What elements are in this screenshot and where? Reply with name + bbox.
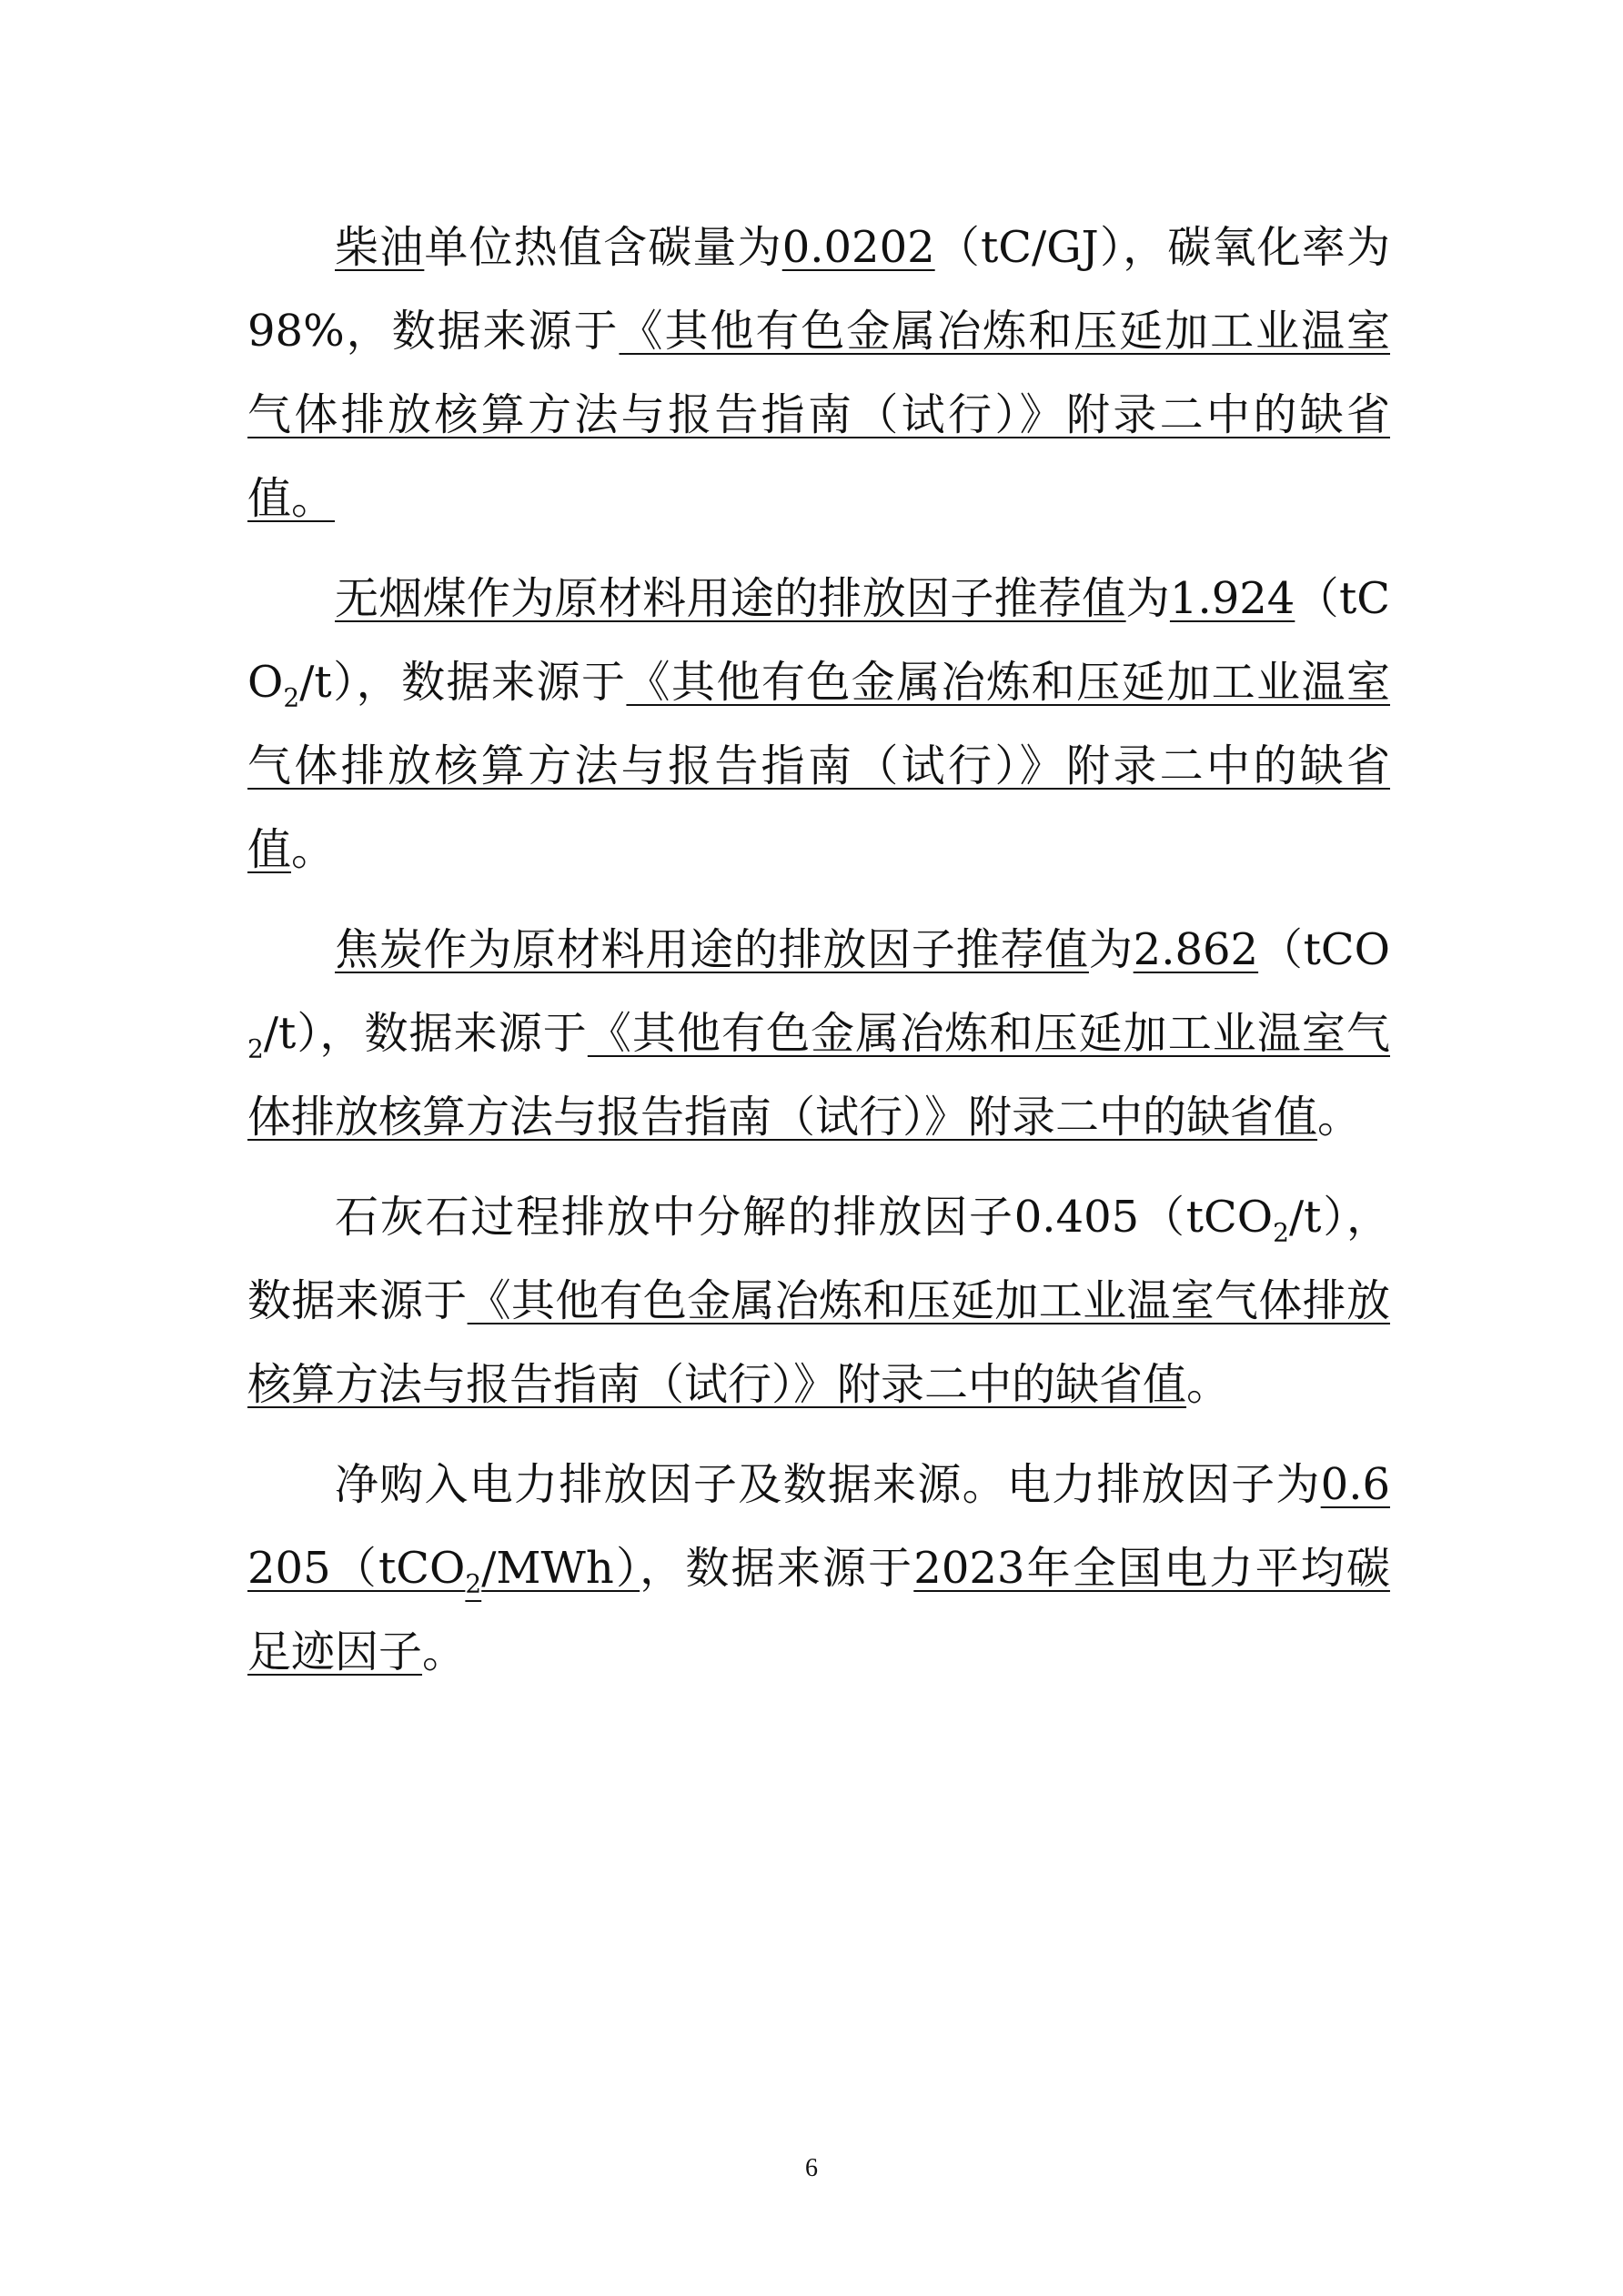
text-segment: 。: [422, 1626, 467, 1677]
text-segment: 。: [291, 824, 336, 875]
text-segment: 。: [1186, 1359, 1231, 1410]
text-segment: 2: [247, 1033, 264, 1064]
paragraph-electricity: [247, 1443, 1390, 1694]
document-body: [247, 206, 1390, 1710]
paragraph-coke: [247, 908, 1390, 1159]
underlined-text-segment: 柴油: [335, 222, 425, 273]
underlined-text-segment: 1.924: [1169, 573, 1295, 624]
underlined-text-segment: 《其他有色金属冶炼和压延加工业温室气体排放核算方法与报告指南（试行）》附录二中的缺省值: [247, 1008, 1390, 1143]
underlined-text-segment: 《其他有色金属冶炼和压延加工业温室气体排放核算方法与报告指南（试行）》附录二中的缺省值: [247, 657, 1390, 875]
paragraph-diesel: [247, 206, 1390, 540]
text-segment: 净购入电力排放因子及数据来源。电力排放因子为: [335, 1459, 1321, 1510]
text-segment: 为: [1125, 573, 1170, 624]
text-segment: 单位热值含碳量为: [424, 222, 782, 273]
underlined-text-segment: 焦炭作为原材料用途的排放因子推荐值: [335, 924, 1089, 975]
page-number: 6: [805, 2154, 818, 2182]
underlined-text-segment: 0.0202: [781, 222, 935, 273]
underlined-text-segment: 2.862: [1133, 924, 1259, 975]
text-segment: 石灰石过程排放中分解的排放因子0.405（tCO: [335, 1192, 1274, 1243]
underlined-text-segment: /MWh）: [481, 1543, 640, 1594]
text-segment: /t），数据来源于: [299, 657, 627, 708]
underlined-text-segment: 2023年全国电力平均碳足迹因子: [247, 1543, 1390, 1677]
text-segment: 为: [1088, 924, 1134, 975]
underlined-text-segment: 《其他有色金属冶炼和压延加工业温室气体排放核算方法与报告指南（试行）》附录二中的缺省值: [247, 1275, 1390, 1410]
text-segment: /t），数据来源于: [263, 1008, 588, 1059]
paragraph-anthracite: [247, 557, 1390, 891]
underlined-text-segment: 0.6205（tCO: [247, 1459, 1390, 1594]
text-segment: 。: [1317, 1092, 1362, 1143]
text-segment: （tCO: [247, 573, 1390, 708]
text-segment: （tCO: [1258, 924, 1390, 975]
underlined-text-segment: 2: [465, 1568, 482, 1599]
text-segment: /t），数据来源于: [247, 1192, 1390, 1326]
underlined-text-segment: 无烟煤作为原材料用途的排放因子推荐值: [335, 573, 1126, 624]
text-segment: 2: [283, 682, 300, 713]
text-segment: 2: [1273, 1217, 1289, 1248]
text-segment: ，数据来源于: [640, 1543, 914, 1594]
paragraph-limestone: [247, 1175, 1390, 1426]
underlined-text-segment: 《其他有色金属冶炼和压延加工业温室气体排放核算方法与报告指南（试行）》附录二中的缺省值。: [247, 306, 1390, 524]
text-segment: （tC/GJ），碳氧化率为98%，数据来源于: [247, 222, 1390, 357]
